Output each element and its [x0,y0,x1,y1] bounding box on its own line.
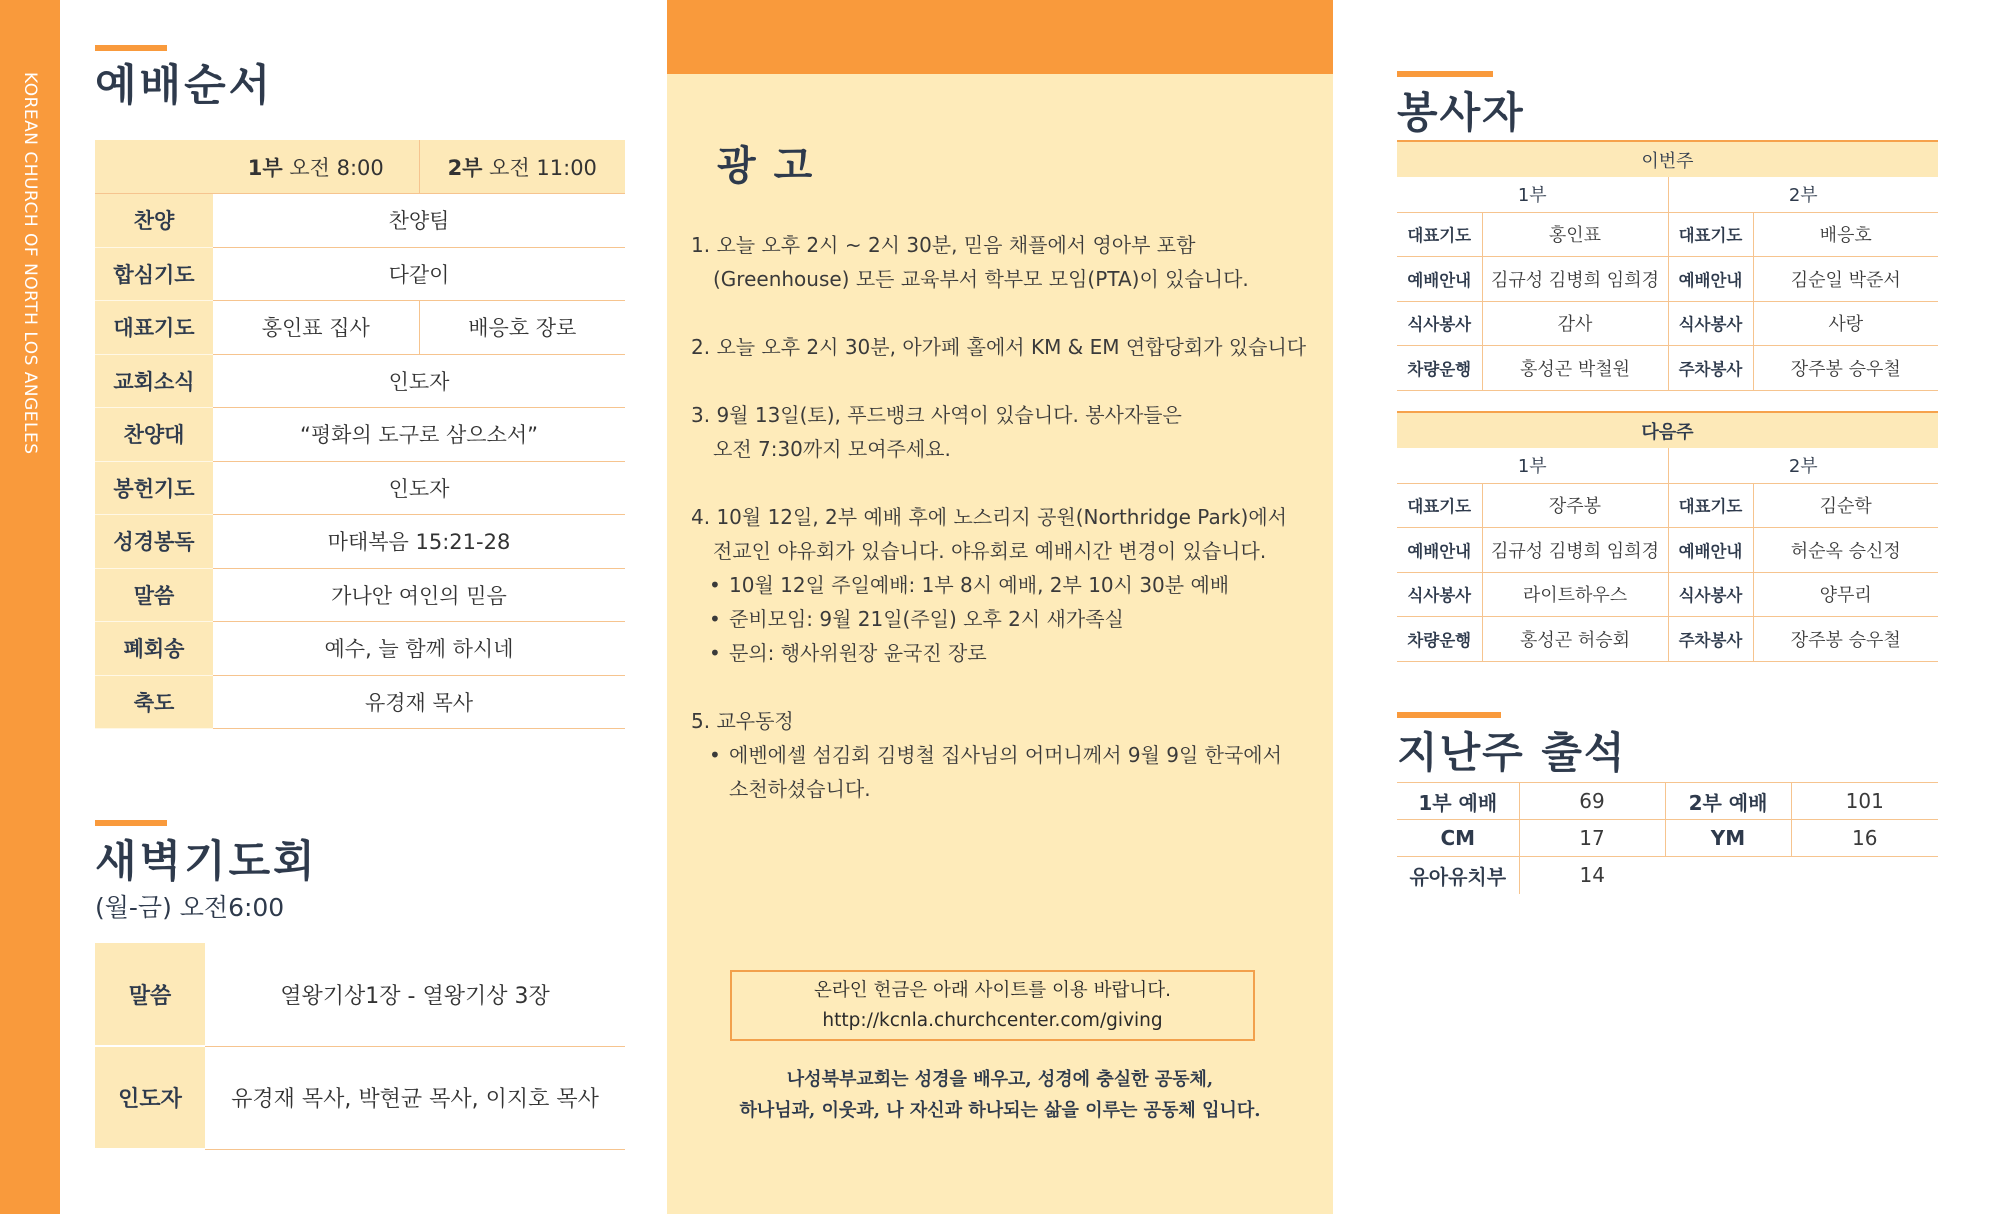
announcement-line: 5. 교우동정 [691,709,794,733]
attendance-count: 14 [1579,863,1605,888]
order-label: 찬양대 [95,408,213,462]
volunteer-row [1397,572,1938,617]
announcement-bullet-line: • 에벤에셀 섬김회 김병철 집사님의 어머니께서 9월 9일 한국에서 [729,743,1282,767]
giving-text: 온라인 헌금은 아래 사이트를 이용 바랍니다. [814,980,1171,1001]
role-label: 식사봉사 [1668,572,1753,617]
volunteer-names: 허순옥 승신정 [1753,528,1938,573]
service2-label: 2부 [1668,177,1938,212]
dawn-value: 열왕기상1장 - 열왕기상 3장 [205,943,625,1046]
announcements-panel [667,0,1333,1214]
order-value: 다같이 [213,247,625,301]
service-order-table [95,140,625,729]
week-label: 이번주 [1397,141,1938,177]
dawn-subtitle: (월-금) 오전6:00 [95,893,285,922]
announcement-line: 2. 오늘 오후 2시 30분, 아가페 홀에서 KM & EM 연합당회가 있습니다 [691,335,1307,359]
order-label: 축도 [95,675,213,729]
dawn-row [95,1046,625,1149]
announcement-item [691,500,1321,670]
role-label: 식사봉사 [1397,572,1482,617]
volunteer-names: 양무리 [1753,572,1938,617]
announcement-item [691,228,1321,296]
order-label: 봉헌기도 [95,461,213,515]
announcement-bullet: • 준비모임: 9월 21일(주일) 오후 2시 새가족실 [715,602,1321,636]
attendance-label: 2부 예배 [1665,783,1791,820]
mission-line: 나성북부교회는 성경을 배우고, 성경에 충실한 공동체, [786,1069,1214,1090]
announcement-bullet [715,738,1321,806]
volunteers-this-week-table [1397,140,1938,391]
attendance-row [1397,783,1938,820]
announcement-list [691,228,1321,840]
attendance-accent-bar [1397,712,1501,718]
role-label: 예배안내 [1397,257,1482,302]
volunteer-row [1397,257,1938,302]
week-label-row [1397,141,1938,177]
dawn-value: 유경재 목사, 박현균 목사, 이지호 목사 [205,1046,625,1149]
volunteer-names: 홍성곤 박철원 [1482,346,1668,391]
announcements-title: 광고 [717,142,831,189]
dawn-row [95,943,625,1046]
order-value-service2: 배응호 장로 [419,301,625,355]
announcement-line: 4. 10월 12일, 2부 예배 후에 노스리지 공원(Northridge Park)에서 [691,505,1287,529]
volunteer-row [1397,301,1938,346]
role-label: 차량운행 [1397,617,1482,662]
volunteers-next-week-table [1397,411,1938,662]
order-row [95,354,625,408]
dawn-label: 인도자 [95,1046,205,1149]
order-value: 유경재 목사 [213,675,625,729]
attendance-row [1397,820,1938,857]
attendance-empty [1791,857,1938,894]
announcement-bullets [691,568,1321,670]
order-value: 인도자 [213,461,625,515]
order-value: 예수, 늘 함께 하시네 [213,622,625,676]
dawn-title: 새벽기도회 [95,837,318,887]
attendance-label: 1부 예배 [1397,783,1519,820]
side-strip [0,0,60,1214]
volunteer-names: 배응호 [1753,212,1938,257]
mission-line: 하나님과, 이웃과, 나 자신과 하나되는 삶을 이루는 공동체 입니다. [739,1100,1261,1121]
role-label: 주차봉사 [1668,346,1753,391]
announcement-item [691,398,1321,466]
dawn-label: 말씀 [95,943,205,1046]
order-row [95,675,625,729]
order-row [95,408,625,462]
volunteer-names: 장주봉 승우철 [1753,617,1938,662]
dawn-accent-bar [95,820,167,826]
week-label-row [1397,412,1938,448]
attendance-count: 101 [1791,783,1938,820]
order-row [95,622,625,676]
service1-label: 1부 [1397,448,1668,483]
mission-statement [667,1064,1333,1126]
role-label: 대표기도 [1397,212,1482,257]
role-label: 대표기도 [1397,483,1482,528]
order-label: 교회소식 [95,354,213,408]
order-value: 가나안 여인의 믿음 [213,568,625,622]
attendance-table [1397,782,1938,894]
announcement-item [691,704,1321,806]
service-row [1397,177,1938,212]
announcement-line: 3. 9월 13일(토), 푸드뱅크 사역이 있습니다. 봉사자들은 [691,403,1182,427]
order-value: “평화의 도구로 삼으소서” [213,408,625,462]
order-label: 말씀 [95,568,213,622]
announcement-bullets [691,738,1321,806]
role-label: 주차봉사 [1668,617,1753,662]
order-value: 인도자 [213,354,625,408]
volunteer-names: 감사 [1482,301,1668,346]
announcement-line: 1. 오늘 오후 2시 ~ 2시 30분, 믿음 채플에서 영아부 포함 [691,233,1196,257]
attendance-count: 17 [1519,820,1665,857]
announcement-item [691,330,1321,364]
attendance-title: 지난주 출석 [1397,728,1627,777]
role-label: 예배안내 [1397,528,1482,573]
side-title: KOREAN CHURCH OF NORTH LOS ANGELES [20,72,40,455]
order-row [95,568,625,622]
order-title: 예배순서 [95,61,274,111]
volunteer-row [1397,617,1938,662]
service2-label: 2부 [1668,448,1938,483]
attendance-count: 69 [1519,783,1665,820]
service-row [1397,448,1938,483]
order-label: 대표기도 [95,301,213,355]
order-label: 성경봉독 [95,515,213,569]
volunteers-title: 봉사자 [1397,88,1525,137]
attendance-label: CM [1397,820,1519,857]
order-label: 합심기도 [95,247,213,301]
role-label: 대표기도 [1668,483,1753,528]
online-giving-box [730,970,1255,1041]
order-header-blank [95,140,213,194]
volunteer-names: 장주봉 [1482,483,1668,528]
volunteer-names: 사랑 [1753,301,1938,346]
role-label: 차량운행 [1397,346,1482,391]
announcement-bullet: • 문의: 행사위원장 윤국진 장로 [715,636,1321,670]
volunteers-accent-bar [1397,71,1493,77]
order-value: 마태복음 15:21-28 [213,515,625,569]
volunteer-names: 김순학 [1753,483,1938,528]
giving-link[interactable]: http://kcnla.churchcenter.com/giving [822,1010,1163,1031]
volunteer-row [1397,212,1938,257]
order-header-row [95,140,625,194]
announcement-bullet: • 10월 12일 주일예배: 1부 8시 예배, 2부 10시 30분 예배 [715,568,1321,602]
volunteer-names: 홍성곤 허승회 [1482,617,1668,662]
order-row [95,461,625,515]
volunteer-row [1397,346,1938,391]
volunteer-names: 김순일 박준서 [1753,257,1938,302]
announcement-line: 전교인 야유회가 있습니다. 야유회로 예배시간 변경이 있습니다. [713,539,1267,563]
announcement-bullet-line: 소천하셨습니다. [729,777,871,801]
role-label: 예배안내 [1668,528,1753,573]
service1-label: 1부 [1397,177,1668,212]
order-row [95,301,625,355]
volunteer-names: 홍인표 [1482,212,1668,257]
order-row [95,194,625,248]
attendance-row [1397,857,1938,894]
role-label: 대표기도 [1668,212,1753,257]
order-label: 찬양 [95,194,213,248]
attendance-label: YM [1665,820,1791,857]
week-label: 다음주 [1397,412,1938,448]
attendance-label: 유아유치부 [1397,857,1519,894]
role-label: 예배안내 [1668,257,1753,302]
volunteer-names: 라이트하우스 [1482,572,1668,617]
order-value-service1: 홍인표 집사 [213,301,419,355]
order-accent-bar [95,45,167,51]
attendance-empty [1665,857,1791,894]
order-header-service2: 2부 오전 11:00 [419,140,625,194]
order-value: 찬양팀 [213,194,625,248]
attendance-count: 16 [1791,820,1938,857]
volunteer-names: 장주봉 승우철 [1753,346,1938,391]
announcement-line: 오전 7:30까지 모여주세요. [713,437,951,461]
volunteer-names: 김규성 김병희 임희경 [1482,528,1668,573]
announcement-line: (Greenhouse) 모든 교육부서 학부모 모임(PTA)이 있습니다. [713,267,1249,291]
role-label: 식사봉사 [1397,301,1482,346]
role-label: 식사봉사 [1668,301,1753,346]
order-row [95,515,625,569]
volunteer-row [1397,483,1938,528]
panel-top-bar [667,0,1333,74]
volunteer-names: 김규성 김병희 임희경 [1482,257,1668,302]
order-header-service1: 1부 오전 8:00 [213,140,419,194]
dawn-table [95,943,625,1150]
order-label: 폐회송 [95,622,213,676]
volunteer-row [1397,528,1938,573]
order-row [95,247,625,301]
